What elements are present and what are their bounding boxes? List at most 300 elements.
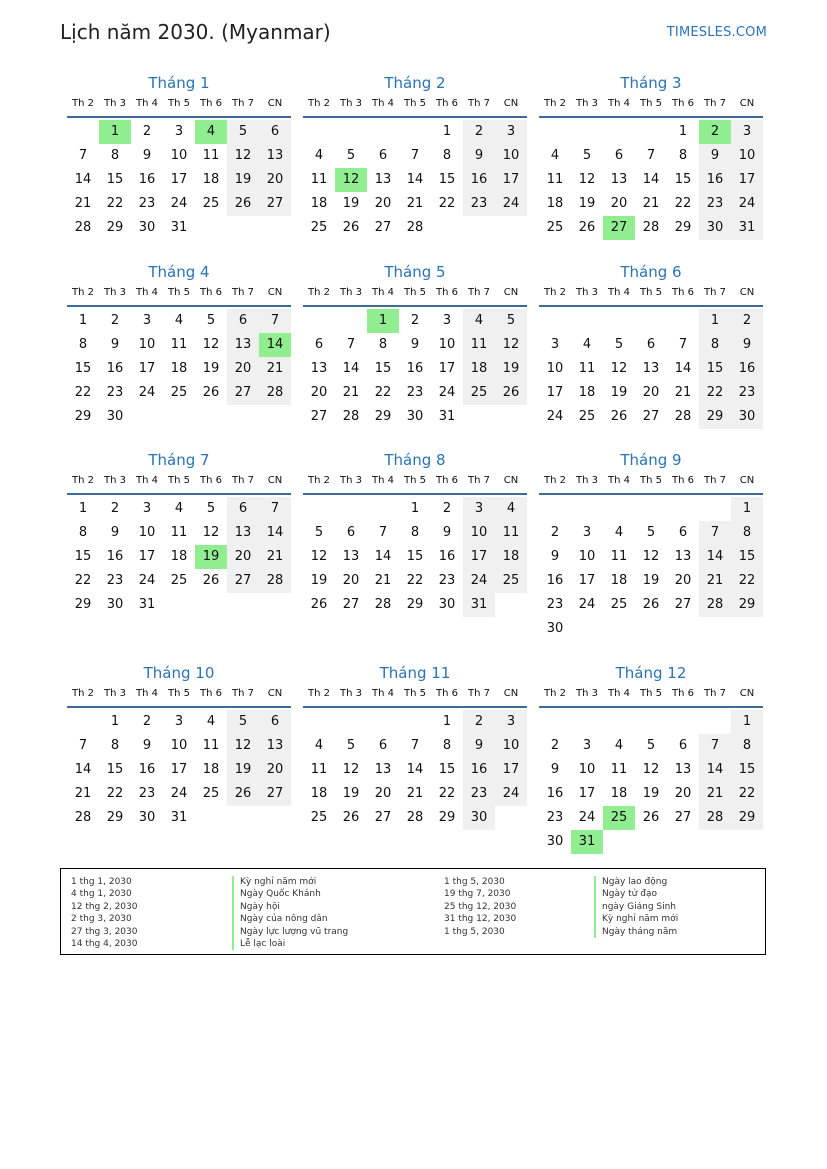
day-cell[interactable]: 31 — [571, 830, 603, 854]
day-cell[interactable]: 10 — [495, 144, 527, 168]
day-cell[interactable]: 12 — [310, 549, 328, 564]
day-cell[interactable]: 25 — [310, 220, 328, 235]
day-cell[interactable]: 10 — [170, 738, 188, 753]
day-cell[interactable]: 20 — [259, 168, 291, 192]
day-cell[interactable]: 8 — [678, 148, 688, 163]
day-cell[interactable]: 7 — [78, 738, 88, 753]
day-cell[interactable]: 26 — [642, 597, 660, 612]
day-cell[interactable]: 1 — [731, 497, 763, 521]
day-cell[interactable]: 26 — [202, 573, 220, 588]
day-cell[interactable]: 1 — [442, 124, 452, 139]
day-cell[interactable]: 8 — [410, 525, 420, 540]
day-cell[interactable]: 31 — [731, 216, 763, 240]
day-cell[interactable]: 4 — [582, 337, 592, 352]
day-cell[interactable]: 11 — [610, 549, 628, 564]
day-cell[interactable]: 23 — [106, 385, 124, 400]
day-cell[interactable]: 8 — [78, 337, 88, 352]
day-cell[interactable]: 6 — [314, 337, 324, 352]
day-cell[interactable]: 16 — [731, 357, 763, 381]
day-cell[interactable]: 12 — [202, 525, 220, 540]
day-cell[interactable]: 3 — [495, 710, 527, 734]
day-cell[interactable]: 12 — [227, 734, 259, 758]
day-cell[interactable]: 20 — [259, 758, 291, 782]
day-cell[interactable]: 23 — [438, 573, 456, 588]
day-cell[interactable]: 16 — [546, 786, 564, 801]
day-cell[interactable]: 28 — [699, 806, 731, 830]
day-cell[interactable]: 23 — [138, 786, 156, 801]
day-cell[interactable]: 23 — [406, 385, 424, 400]
day-cell[interactable]: 16 — [546, 573, 564, 588]
day-cell[interactable]: 17 — [463, 545, 495, 569]
day-cell[interactable]: 15 — [438, 172, 456, 187]
day-cell[interactable]: 6 — [378, 148, 388, 163]
day-cell[interactable]: 8 — [110, 148, 120, 163]
day-cell[interactable]: 29 — [74, 597, 92, 612]
day-cell[interactable]: 13 — [374, 762, 392, 777]
day-cell[interactable]: 18 — [202, 172, 220, 187]
day-cell[interactable]: 7 — [678, 337, 688, 352]
day-cell[interactable]: 28 — [259, 381, 291, 405]
day-cell[interactable]: 28 — [642, 220, 660, 235]
day-cell[interactable]: 17 — [170, 762, 188, 777]
day-cell[interactable]: 31 — [170, 220, 188, 235]
day-cell[interactable]: 23 — [546, 810, 564, 825]
day-cell[interactable]: 16 — [138, 172, 156, 187]
day-cell[interactable]: 5 — [206, 501, 216, 516]
day-cell[interactable]: 21 — [699, 782, 731, 806]
day-cell[interactable]: 5 — [227, 120, 259, 144]
day-cell[interactable]: 1 — [99, 120, 131, 144]
day-cell[interactable]: 5 — [206, 313, 216, 328]
day-cell[interactable]: 13 — [227, 521, 259, 545]
day-cell[interactable]: 14 — [74, 172, 92, 187]
day-cell[interactable]: 19 — [610, 385, 628, 400]
day-cell[interactable]: 30 — [546, 621, 564, 636]
day-cell[interactable]: 3 — [731, 120, 763, 144]
day-cell[interactable]: 18 — [202, 762, 220, 777]
day-cell[interactable]: 6 — [614, 148, 624, 163]
day-cell[interactable]: 8 — [731, 521, 763, 545]
day-cell[interactable]: 6 — [678, 525, 688, 540]
day-cell[interactable]: 21 — [74, 786, 92, 801]
day-cell[interactable]: 13 — [310, 361, 328, 376]
day-cell[interactable]: 5 — [646, 738, 656, 753]
day-cell[interactable]: 19 — [227, 758, 259, 782]
day-cell[interactable]: 1 — [731, 710, 763, 734]
day-cell[interactable]: 2 — [463, 120, 495, 144]
day-cell[interactable]: 4 — [206, 714, 216, 729]
day-cell[interactable]: 19 — [342, 786, 360, 801]
day-cell[interactable]: 20 — [374, 196, 392, 211]
day-cell[interactable]: 18 — [170, 549, 188, 564]
day-cell[interactable]: 24 — [578, 810, 596, 825]
day-cell[interactable]: 9 — [142, 148, 152, 163]
day-cell[interactable]: 28 — [699, 593, 731, 617]
day-cell[interactable]: 24 — [138, 573, 156, 588]
day-cell[interactable]: 2 — [410, 313, 420, 328]
day-cell[interactable]: 29 — [406, 597, 424, 612]
day-cell[interactable]: 2 — [110, 501, 120, 516]
day-cell[interactable]: 22 — [699, 381, 731, 405]
day-cell[interactable]: 22 — [106, 786, 124, 801]
day-cell[interactable]: 27 — [674, 597, 692, 612]
day-cell[interactable]: 27 — [374, 220, 392, 235]
day-cell[interactable]: 20 — [610, 196, 628, 211]
day-cell[interactable]: 19 — [342, 196, 360, 211]
day-cell[interactable]: 28 — [74, 220, 92, 235]
day-cell[interactable]: 12 — [642, 762, 660, 777]
day-cell[interactable]: 17 — [578, 573, 596, 588]
day-cell[interactable]: 5 — [346, 148, 356, 163]
day-cell[interactable]: 22 — [731, 782, 763, 806]
day-cell[interactable]: 17 — [138, 549, 156, 564]
day-cell[interactable]: 22 — [74, 573, 92, 588]
day-cell[interactable]: 12 — [495, 333, 527, 357]
day-cell[interactable]: 13 — [259, 144, 291, 168]
day-cell[interactable]: 12 — [578, 172, 596, 187]
day-cell[interactable]: 12 — [342, 762, 360, 777]
day-cell[interactable]: 5 — [495, 309, 527, 333]
day-cell[interactable]: 26 — [578, 220, 596, 235]
day-cell[interactable]: 24 — [578, 597, 596, 612]
day-cell[interactable]: 18 — [170, 361, 188, 376]
day-cell[interactable]: 8 — [731, 734, 763, 758]
day-cell[interactable]: 18 — [310, 786, 328, 801]
day-cell[interactable]: 3 — [174, 124, 184, 139]
day-cell[interactable]: 12 — [610, 361, 628, 376]
day-cell[interactable]: 18 — [546, 196, 564, 211]
day-cell[interactable]: 21 — [406, 786, 424, 801]
day-cell[interactable]: 21 — [374, 573, 392, 588]
day-cell[interactable]: 19 — [227, 168, 259, 192]
day-cell[interactable]: 4 — [174, 313, 184, 328]
day-cell[interactable]: 12 — [227, 144, 259, 168]
day-cell[interactable]: 30 — [106, 409, 124, 424]
day-cell[interactable]: 10 — [495, 734, 527, 758]
day-cell[interactable]: 13 — [374, 172, 392, 187]
day-cell[interactable]: 25 — [495, 569, 527, 593]
day-cell[interactable]: 16 — [438, 549, 456, 564]
brand-link[interactable]: TIMESLES.COM — [666, 25, 767, 40]
day-cell[interactable]: 21 — [406, 196, 424, 211]
day-cell[interactable]: 11 — [610, 762, 628, 777]
day-cell[interactable]: 17 — [138, 361, 156, 376]
day-cell[interactable]: 21 — [259, 357, 291, 381]
day-cell[interactable]: 11 — [170, 525, 188, 540]
day-cell[interactable]: 19 — [578, 196, 596, 211]
day-cell[interactable]: 28 — [74, 810, 92, 825]
day-cell[interactable]: 13 — [342, 549, 360, 564]
day-cell[interactable]: 10 — [138, 337, 156, 352]
day-cell[interactable]: 25 — [310, 810, 328, 825]
day-cell[interactable]: 28 — [259, 569, 291, 593]
day-cell[interactable]: 14 — [342, 361, 360, 376]
day-cell[interactable]: 14 — [674, 361, 692, 376]
day-cell[interactable]: 29 — [106, 810, 124, 825]
day-cell[interactable]: 3 — [582, 525, 592, 540]
day-cell[interactable]: 19 — [642, 573, 660, 588]
day-cell[interactable]: 15 — [731, 545, 763, 569]
day-cell[interactable]: 15 — [374, 361, 392, 376]
day-cell[interactable]: 9 — [550, 549, 560, 564]
day-cell[interactable]: 27 — [227, 569, 259, 593]
day-cell[interactable]: 12 — [202, 337, 220, 352]
day-cell[interactable]: 30 — [546, 834, 564, 849]
day-cell[interactable]: 4 — [314, 148, 324, 163]
day-cell[interactable]: 26 — [495, 381, 527, 405]
day-cell[interactable]: 23 — [731, 381, 763, 405]
day-cell[interactable]: 21 — [74, 196, 92, 211]
day-cell[interactable]: 29 — [74, 409, 92, 424]
day-cell[interactable]: 2 — [442, 501, 452, 516]
day-cell[interactable]: 25 — [610, 597, 628, 612]
day-cell[interactable]: 30 — [138, 810, 156, 825]
day-cell[interactable]: 9 — [550, 762, 560, 777]
day-cell[interactable]: 29 — [438, 810, 456, 825]
day-cell[interactable]: 26 — [342, 220, 360, 235]
day-cell[interactable]: 4 — [314, 738, 324, 753]
day-cell[interactable]: 23 — [463, 192, 495, 216]
day-cell[interactable]: 11 — [495, 521, 527, 545]
day-cell[interactable]: 24 — [138, 385, 156, 400]
day-cell[interactable]: 9 — [699, 144, 731, 168]
day-cell[interactable]: 14 — [406, 762, 424, 777]
day-cell[interactable]: 3 — [495, 120, 527, 144]
day-cell[interactable]: 20 — [374, 786, 392, 801]
day-cell[interactable]: 22 — [731, 569, 763, 593]
day-cell[interactable]: 15 — [731, 758, 763, 782]
day-cell[interactable]: 23 — [138, 196, 156, 211]
day-cell[interactable]: 10 — [578, 549, 596, 564]
day-cell[interactable]: 25 — [546, 220, 564, 235]
day-cell[interactable]: 17 — [438, 361, 456, 376]
day-cell[interactable]: 16 — [406, 361, 424, 376]
day-cell[interactable]: 16 — [699, 168, 731, 192]
day-cell[interactable]: 8 — [442, 738, 452, 753]
day-cell[interactable]: 24 — [495, 192, 527, 216]
day-cell[interactable]: 27 — [603, 216, 635, 240]
day-cell[interactable]: 13 — [610, 172, 628, 187]
day-cell[interactable]: 4 — [550, 148, 560, 163]
day-cell[interactable]: 9 — [142, 738, 152, 753]
day-cell[interactable]: 25 — [202, 786, 220, 801]
day-cell[interactable]: 1 — [442, 714, 452, 729]
day-cell[interactable]: 11 — [202, 738, 220, 753]
day-cell[interactable]: 21 — [259, 545, 291, 569]
day-cell[interactable]: 9 — [731, 333, 763, 357]
day-cell[interactable]: 29 — [374, 409, 392, 424]
day-cell[interactable]: 4 — [174, 501, 184, 516]
day-cell[interactable]: 6 — [259, 120, 291, 144]
day-cell[interactable]: 1 — [410, 501, 420, 516]
day-cell[interactable]: 27 — [374, 810, 392, 825]
day-cell[interactable]: 21 — [674, 385, 692, 400]
day-cell[interactable]: 28 — [374, 597, 392, 612]
day-cell[interactable]: 7 — [410, 148, 420, 163]
day-cell[interactable]: 14 — [642, 172, 660, 187]
day-cell[interactable]: 25 — [170, 573, 188, 588]
day-cell[interactable]: 29 — [731, 806, 763, 830]
day-cell[interactable]: 3 — [142, 501, 152, 516]
day-cell[interactable]: 19 — [202, 361, 220, 376]
day-cell[interactable]: 1 — [78, 313, 88, 328]
day-cell[interactable]: 25 — [603, 806, 635, 830]
day-cell[interactable]: 20 — [310, 385, 328, 400]
day-cell[interactable]: 22 — [74, 385, 92, 400]
day-cell[interactable]: 4 — [463, 309, 495, 333]
day-cell[interactable]: 22 — [106, 196, 124, 211]
day-cell[interactable]: 15 — [699, 357, 731, 381]
day-cell[interactable]: 18 — [463, 357, 495, 381]
day-cell[interactable]: 3 — [442, 313, 452, 328]
day-cell[interactable]: 2 — [699, 120, 731, 144]
day-cell[interactable]: 2 — [142, 124, 152, 139]
day-cell[interactable]: 31 — [438, 409, 456, 424]
day-cell[interactable]: 29 — [674, 220, 692, 235]
day-cell[interactable]: 9 — [463, 734, 495, 758]
day-cell[interactable]: 26 — [310, 597, 328, 612]
day-cell[interactable]: 1 — [678, 124, 688, 139]
day-cell[interactable]: 27 — [674, 810, 692, 825]
day-cell[interactable]: 10 — [170, 148, 188, 163]
day-cell[interactable]: 17 — [495, 168, 527, 192]
day-cell[interactable]: 13 — [674, 762, 692, 777]
day-cell[interactable]: 10 — [463, 521, 495, 545]
day-cell[interactable]: 21 — [342, 385, 360, 400]
day-cell[interactable]: 30 — [438, 597, 456, 612]
day-cell[interactable]: 11 — [578, 361, 596, 376]
day-cell[interactable]: 2 — [463, 710, 495, 734]
day-cell[interactable]: 7 — [646, 148, 656, 163]
day-cell[interactable]: 14 — [699, 758, 731, 782]
day-cell[interactable]: 29 — [699, 405, 731, 429]
day-cell[interactable]: 28 — [406, 220, 424, 235]
day-cell[interactable]: 6 — [678, 738, 688, 753]
day-cell[interactable]: 2 — [142, 714, 152, 729]
day-cell[interactable]: 17 — [578, 786, 596, 801]
day-cell[interactable]: 14 — [374, 549, 392, 564]
day-cell[interactable]: 23 — [699, 192, 731, 216]
day-cell[interactable]: 6 — [646, 337, 656, 352]
day-cell[interactable]: 11 — [310, 762, 328, 777]
day-cell[interactable]: 11 — [546, 172, 564, 187]
day-cell[interactable]: 4 — [614, 738, 624, 753]
day-cell[interactable]: 22 — [674, 196, 692, 211]
day-cell[interactable]: 6 — [259, 710, 291, 734]
day-cell[interactable]: 15 — [74, 361, 92, 376]
day-cell[interactable]: 8 — [699, 333, 731, 357]
day-cell[interactable]: 10 — [438, 337, 456, 352]
day-cell[interactable]: 25 — [202, 196, 220, 211]
day-cell[interactable]: 9 — [110, 337, 120, 352]
day-cell[interactable]: 13 — [674, 549, 692, 564]
day-cell[interactable]: 13 — [259, 734, 291, 758]
day-cell[interactable]: 16 — [463, 758, 495, 782]
day-cell[interactable]: 1 — [367, 309, 399, 333]
day-cell[interactable]: 27 — [342, 597, 360, 612]
day-cell[interactable]: 4 — [495, 497, 527, 521]
day-cell[interactable]: 2 — [110, 313, 120, 328]
day-cell[interactable]: 9 — [110, 525, 120, 540]
day-cell[interactable]: 26 — [202, 385, 220, 400]
day-cell[interactable]: 24 — [170, 196, 188, 211]
day-cell[interactable]: 18 — [610, 573, 628, 588]
day-cell[interactable]: 15 — [438, 762, 456, 777]
day-cell[interactable]: 14 — [259, 521, 291, 545]
day-cell[interactable]: 3 — [174, 714, 184, 729]
day-cell[interactable]: 7 — [410, 738, 420, 753]
day-cell[interactable]: 8 — [442, 148, 452, 163]
day-cell[interactable]: 16 — [463, 168, 495, 192]
day-cell[interactable]: 11 — [310, 172, 328, 187]
day-cell[interactable]: 13 — [642, 361, 660, 376]
day-cell[interactable]: 15 — [74, 549, 92, 564]
day-cell[interactable]: 2 — [550, 738, 560, 753]
day-cell[interactable]: 31 — [170, 810, 188, 825]
day-cell[interactable]: 27 — [259, 782, 291, 806]
day-cell[interactable]: 23 — [463, 782, 495, 806]
day-cell[interactable]: 22 — [374, 385, 392, 400]
day-cell[interactable]: 28 — [674, 409, 692, 424]
day-cell[interactable]: 24 — [546, 409, 564, 424]
day-cell[interactable]: 27 — [227, 381, 259, 405]
day-cell[interactable]: 19 — [310, 573, 328, 588]
day-cell[interactable]: 10 — [731, 144, 763, 168]
day-cell[interactable]: 20 — [227, 357, 259, 381]
day-cell[interactable]: 6 — [346, 525, 356, 540]
day-cell[interactable]: 1 — [78, 501, 88, 516]
day-cell[interactable]: 23 — [106, 573, 124, 588]
day-cell[interactable]: 8 — [378, 337, 388, 352]
day-cell[interactable]: 5 — [227, 710, 259, 734]
day-cell[interactable]: 11 — [463, 333, 495, 357]
day-cell[interactable]: 19 — [642, 786, 660, 801]
day-cell[interactable]: 8 — [110, 738, 120, 753]
day-cell[interactable]: 12 — [642, 549, 660, 564]
day-cell[interactable]: 9 — [463, 144, 495, 168]
day-cell[interactable]: 21 — [642, 196, 660, 211]
day-cell[interactable]: 21 — [699, 569, 731, 593]
day-cell[interactable]: 26 — [227, 782, 259, 806]
day-cell[interactable]: 7 — [378, 525, 388, 540]
day-cell[interactable]: 7 — [699, 521, 731, 545]
day-cell[interactable]: 20 — [342, 573, 360, 588]
day-cell[interactable]: 6 — [227, 497, 259, 521]
day-cell[interactable]: 25 — [463, 381, 495, 405]
day-cell[interactable]: 24 — [495, 782, 527, 806]
day-cell[interactable]: 30 — [699, 216, 731, 240]
day-cell[interactable]: 30 — [106, 597, 124, 612]
day-cell[interactable]: 1 — [110, 714, 120, 729]
day-cell[interactable]: 27 — [310, 409, 328, 424]
day-cell[interactable]: 3 — [142, 313, 152, 328]
day-cell[interactable]: 5 — [614, 337, 624, 352]
day-cell[interactable]: 7 — [259, 497, 291, 521]
day-cell[interactable]: 30 — [406, 409, 424, 424]
day-cell[interactable]: 26 — [642, 810, 660, 825]
day-cell[interactable]: 25 — [170, 385, 188, 400]
day-cell[interactable]: 14 — [699, 545, 731, 569]
day-cell[interactable]: 18 — [495, 545, 527, 569]
day-cell[interactable]: 7 — [78, 148, 88, 163]
day-cell[interactable]: 17 — [546, 385, 564, 400]
day-cell[interactable]: 17 — [731, 168, 763, 192]
day-cell[interactable]: 9 — [442, 525, 452, 540]
day-cell[interactable]: 17 — [495, 758, 527, 782]
day-cell[interactable]: 26 — [610, 409, 628, 424]
day-cell[interactable]: 3 — [582, 738, 592, 753]
day-cell[interactable]: 10 — [138, 525, 156, 540]
